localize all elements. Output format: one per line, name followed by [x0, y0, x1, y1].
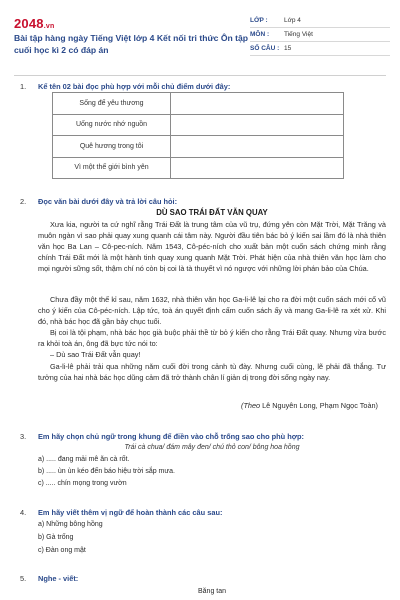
question-number: 2.: [20, 197, 27, 206]
meta-value: Tiếng Việt: [284, 31, 313, 38]
document-title: Bài tập hàng ngày Tiếng Việt lớp 4 Kết nối tri thức Ôn tập cuối học kì 2 có đáp án: [14, 33, 249, 55]
story-paragraph: Chưa đầy một thế kỉ sau, năm 1632, nhà thiên văn học Ga-li-lê lại cho ra đời một cuốn sách mới cổ vũ cho ý kiến của Cô-péc-ních. Lập tức, toà án quyết định cấm cuốn sách ấy và mang Ga-li-lê ra xét xử. Khi đó, nhà bác học đã gần bảy chục tuổi.: [38, 295, 386, 326]
logo-text: 2048: [14, 16, 44, 31]
fill-line: c) ..... chín mọng trong vườn: [38, 480, 127, 487]
table-row: [53, 136, 344, 158]
story-title: DÙ SAO TRÁI ĐẤT VẪN QUAY: [156, 208, 268, 217]
topic-cell: Vì một thế giới bình yên: [53, 157, 171, 179]
meta-label: MÔN :: [250, 31, 270, 38]
meta-value: Lớp 4: [284, 17, 301, 24]
meta-row-subject: [250, 28, 390, 42]
fill-line: a) Những bông hồng: [38, 521, 103, 528]
topic-cell: Sống để yêu thương: [53, 93, 171, 115]
answer-cell[interactable]: [171, 157, 344, 179]
header-divider: [14, 75, 386, 76]
fill-line: b) ..... ùn ùn kéo đến báo hiệu trời sắp mưa.: [38, 468, 175, 475]
fill-line: b) Gà trống: [38, 534, 74, 541]
story-paragraph: Xưa kia, người ta cứ nghĩ rằng Trái Đất là trung tâm của vũ trụ, đứng yên còn Mặt Trời, Mặt Trăng và muôn ngàn vì sao phải quay xung quanh cái tâm này. Người đầu tiên bác bỏ ý kiến sai lầm đó là nhà thiên văn học Ba Lan – Cô-pec-ních. Năm 1543, Cô-péc-ních cho xuất bản một cuốn sách chứng minh rằng chính Trái Đất mới là một hành tinh quay xung quanh Mặt Trời. Phát hiện của nhà thiên văn học làm cho mọi người sững sốt, thậm chí nó còn bị coi là tà thuyết vì nó ngược với những lời phán bảo của Chúa.: [38, 220, 386, 273]
meta-info-table: [250, 14, 390, 56]
credit-prefix: (Theo: [241, 401, 261, 410]
story-quote: – Dù sao Trái Đất vẫn quay!: [50, 350, 141, 359]
question-prompt: Đọc văn bài dưới đây và trả lời câu hỏi:: [38, 197, 178, 206]
question-prompt: Nghe - viết:: [38, 574, 79, 583]
table-row: [53, 114, 344, 136]
story-paragraph: Bị coi là tội phạm, nhà bác học già buộc phải thề từ bỏ ý kiến cho rằng Trái Đất quay. Nhưng vừa bước ra khỏi toà án, ông đã bực tức nói to:: [38, 328, 386, 348]
answer-cell[interactable]: [171, 114, 344, 136]
logo-suffix: .vn: [43, 23, 55, 30]
site-logo[interactable]: [14, 16, 54, 31]
fill-line: c) Đàn ong mật: [38, 547, 86, 554]
question-prompt: Em hãy viết thêm vị ngữ để hoàn thành các câu sau:: [38, 508, 223, 517]
answer-cell[interactable]: [171, 93, 344, 115]
topic-cell: Uống nước nhớ nguồn: [53, 114, 171, 136]
question-number: 5.: [20, 574, 27, 583]
dictation-title: Băng tan: [197, 588, 227, 595]
meta-label: SỐ CÂU :: [250, 45, 280, 52]
word-box: Trái cà chua/ đám mây đen/ chú thỏ con/ bông hoa hồng: [124, 444, 300, 451]
meta-row-question-count: [250, 42, 390, 56]
meta-label: LỚP :: [250, 17, 268, 24]
table-row: [53, 157, 344, 179]
question-prompt: Em hãy chọn chủ ngữ trong khung để điền vào chỗ trống sao cho phù hợp:: [38, 432, 304, 441]
question-number: 4.: [20, 508, 27, 517]
question-prompt: Kể tên 02 bài đọc phù hợp với mỗi chủ điểm dưới đây:: [38, 82, 231, 91]
question-number: 1.: [20, 82, 27, 91]
story-paragraph: Ga-li-lê phải trải qua những năm cuối đời trong cảnh tù đày. Nhưng cuối cùng, lẽ phải đã thắng. Tư tưởng của hai nhà bác học dũng cảm đã trở thành chân lí giản dị trong đời sống ngày nay.: [38, 362, 386, 382]
table-row: [53, 93, 344, 115]
topic-cell: Quê hương trong tôi: [53, 136, 171, 158]
answer-cell[interactable]: [171, 136, 344, 158]
fill-line: a) ..... đang mải mê ăn cà rốt.: [38, 456, 130, 463]
meta-row-class: [250, 14, 390, 28]
question-number: 3.: [20, 432, 27, 441]
credit-authors: Lê Nguyên Long, Phạm Ngọc Toàn): [260, 401, 378, 410]
story-credit: [241, 401, 378, 410]
topic-table: [52, 92, 344, 179]
meta-value: 15: [284, 45, 292, 52]
